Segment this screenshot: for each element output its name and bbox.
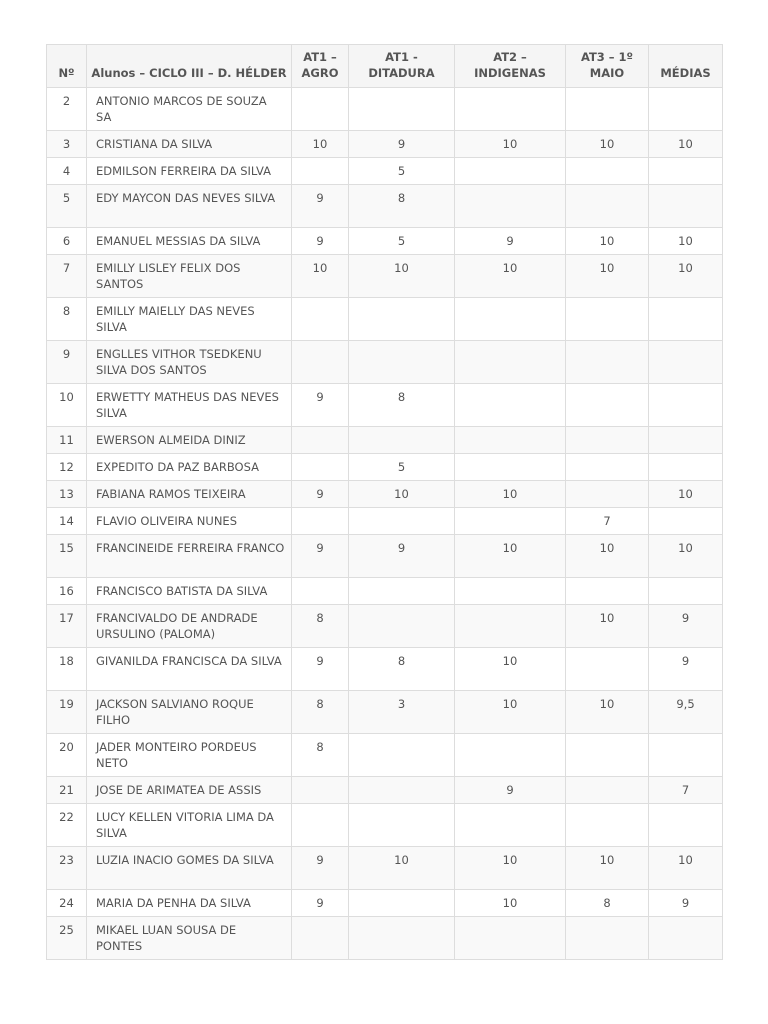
cell-at1-agro: 9 bbox=[292, 384, 349, 427]
cell-at3-1-maio bbox=[566, 185, 649, 228]
cell-at2-indigenas bbox=[455, 384, 566, 427]
cell-at2-indigenas bbox=[455, 185, 566, 228]
cell-media bbox=[649, 185, 723, 228]
cell-at1-agro: 9 bbox=[292, 185, 349, 228]
cell-number: 17 bbox=[47, 605, 87, 648]
cell-at1-agro bbox=[292, 88, 349, 131]
grades-table-container bbox=[46, 44, 722, 960]
cell-student-name: JACKSON SALVIANO ROQUE FILHO bbox=[87, 691, 292, 734]
cell-student-name: GIVANILDA FRANCISCA DA SILVA bbox=[87, 648, 292, 691]
cell-number: 21 bbox=[47, 777, 87, 804]
cell-student-name: FABIANA RAMOS TEIXEIRA bbox=[87, 481, 292, 508]
cell-at1-ditadura bbox=[349, 804, 455, 847]
table-row bbox=[47, 578, 723, 605]
table-row bbox=[47, 777, 723, 804]
cell-at3-1-maio: 10 bbox=[566, 255, 649, 298]
cell-at2-indigenas bbox=[455, 804, 566, 847]
cell-at1-agro: 9 bbox=[292, 890, 349, 917]
cell-at1-agro bbox=[292, 804, 349, 847]
table-row bbox=[47, 341, 723, 384]
cell-at1-agro bbox=[292, 917, 349, 960]
cell-media: 9,5 bbox=[649, 691, 723, 734]
table-row bbox=[47, 890, 723, 917]
cell-at3-1-maio bbox=[566, 427, 649, 454]
cell-student-name: FRANCIVALDO DE ANDRADE URSULINO (PALOMA) bbox=[87, 605, 292, 648]
cell-at2-indigenas bbox=[455, 508, 566, 535]
cell-at1-ditadura bbox=[349, 890, 455, 917]
cell-at3-1-maio bbox=[566, 384, 649, 427]
cell-at1-agro: 9 bbox=[292, 481, 349, 508]
table-row bbox=[47, 131, 723, 158]
cell-media bbox=[649, 917, 723, 960]
cell-at1-agro: 9 bbox=[292, 847, 349, 890]
cell-student-name: FLAVIO OLIVEIRA NUNES bbox=[87, 508, 292, 535]
cell-student-name: ERWETTY MATHEUS DAS NEVES SILVA bbox=[87, 384, 292, 427]
cell-at3-1-maio: 8 bbox=[566, 890, 649, 917]
cell-at1-agro: 8 bbox=[292, 605, 349, 648]
cell-at1-ditadura: 8 bbox=[349, 648, 455, 691]
cell-at1-agro bbox=[292, 777, 349, 804]
cell-at3-1-maio bbox=[566, 158, 649, 185]
cell-number: 14 bbox=[47, 508, 87, 535]
cell-number: 15 bbox=[47, 535, 87, 578]
cell-student-name: EMANUEL MESSIAS DA SILVA bbox=[87, 228, 292, 255]
cell-at3-1-maio bbox=[566, 88, 649, 131]
cell-at1-ditadura bbox=[349, 578, 455, 605]
header-medias: MÉDIAS bbox=[649, 45, 723, 88]
cell-number: 2 bbox=[47, 88, 87, 131]
cell-at1-ditadura: 5 bbox=[349, 228, 455, 255]
cell-at2-indigenas: 10 bbox=[455, 535, 566, 578]
cell-at3-1-maio: 10 bbox=[566, 535, 649, 578]
cell-at3-1-maio: 10 bbox=[566, 605, 649, 648]
cell-number: 11 bbox=[47, 427, 87, 454]
cell-at3-1-maio bbox=[566, 341, 649, 384]
cell-at2-indigenas bbox=[455, 578, 566, 605]
cell-at1-agro bbox=[292, 158, 349, 185]
cell-at3-1-maio: 10 bbox=[566, 847, 649, 890]
table-row bbox=[47, 535, 723, 578]
cell-at3-1-maio: 10 bbox=[566, 691, 649, 734]
header-number: Nº bbox=[47, 45, 87, 88]
table-row bbox=[47, 508, 723, 535]
cell-at1-agro: 8 bbox=[292, 691, 349, 734]
table-row bbox=[47, 454, 723, 481]
table-row bbox=[47, 228, 723, 255]
cell-student-name: LUZIA INACIO GOMES DA SILVA bbox=[87, 847, 292, 890]
cell-student-name: EDY MAYCON DAS NEVES SILVA bbox=[87, 185, 292, 228]
cell-at2-indigenas bbox=[455, 341, 566, 384]
cell-at2-indigenas: 9 bbox=[455, 777, 566, 804]
cell-media: 10 bbox=[649, 255, 723, 298]
cell-number: 9 bbox=[47, 341, 87, 384]
cell-number: 3 bbox=[47, 131, 87, 158]
cell-at1-ditadura bbox=[349, 734, 455, 777]
header-at1-ditadura: AT1 - DITADURA bbox=[349, 45, 455, 88]
cell-at1-agro: 9 bbox=[292, 648, 349, 691]
cell-at1-ditadura: 10 bbox=[349, 255, 455, 298]
cell-media bbox=[649, 804, 723, 847]
cell-media bbox=[649, 454, 723, 481]
cell-at3-1-maio bbox=[566, 917, 649, 960]
cell-number: 18 bbox=[47, 648, 87, 691]
cell-number: 22 bbox=[47, 804, 87, 847]
cell-student-name: JOSE DE ARIMATEA DE ASSIS bbox=[87, 777, 292, 804]
cell-at1-ditadura: 10 bbox=[349, 847, 455, 890]
cell-at1-ditadura: 10 bbox=[349, 481, 455, 508]
header-at1-agro: AT1 – AGRO bbox=[292, 45, 349, 88]
cell-at3-1-maio bbox=[566, 578, 649, 605]
cell-at1-ditadura: 9 bbox=[349, 535, 455, 578]
cell-media bbox=[649, 508, 723, 535]
header-students: Alunos – CICLO III – D. HÉLDER bbox=[87, 45, 292, 88]
cell-number: 12 bbox=[47, 454, 87, 481]
cell-student-name: ENGLLES VITHOR TSEDKENU SILVA DOS SANTOS bbox=[87, 341, 292, 384]
cell-at1-agro: 9 bbox=[292, 228, 349, 255]
table-row bbox=[47, 481, 723, 508]
cell-at3-1-maio bbox=[566, 454, 649, 481]
cell-media bbox=[649, 578, 723, 605]
cell-number: 24 bbox=[47, 890, 87, 917]
cell-at1-ditadura bbox=[349, 88, 455, 131]
cell-at1-agro: 8 bbox=[292, 734, 349, 777]
cell-at2-indigenas: 9 bbox=[455, 228, 566, 255]
cell-at1-agro bbox=[292, 578, 349, 605]
cell-number: 7 bbox=[47, 255, 87, 298]
cell-at1-agro bbox=[292, 454, 349, 481]
cell-number: 19 bbox=[47, 691, 87, 734]
cell-at2-indigenas bbox=[455, 605, 566, 648]
cell-at3-1-maio: 7 bbox=[566, 508, 649, 535]
cell-student-name: EWERSON ALMEIDA DINIZ bbox=[87, 427, 292, 454]
cell-student-name: EXPEDITO DA PAZ BARBOSA bbox=[87, 454, 292, 481]
cell-at1-ditadura bbox=[349, 777, 455, 804]
cell-at3-1-maio bbox=[566, 481, 649, 508]
cell-student-name: EMILLY MAIELLY DAS NEVES SILVA bbox=[87, 298, 292, 341]
cell-media: 10 bbox=[649, 228, 723, 255]
table-row bbox=[47, 255, 723, 298]
cell-media bbox=[649, 427, 723, 454]
cell-at1-agro: 10 bbox=[292, 255, 349, 298]
table-row bbox=[47, 847, 723, 890]
cell-media: 10 bbox=[649, 535, 723, 578]
cell-student-name: CRISTIANA DA SILVA bbox=[87, 131, 292, 158]
cell-media: 9 bbox=[649, 605, 723, 648]
cell-at1-ditadura: 5 bbox=[349, 454, 455, 481]
cell-number: 10 bbox=[47, 384, 87, 427]
cell-at3-1-maio bbox=[566, 734, 649, 777]
table-row bbox=[47, 648, 723, 691]
cell-at2-indigenas: 10 bbox=[455, 691, 566, 734]
cell-student-name: ANTONIO MARCOS DE SOUZA SA bbox=[87, 88, 292, 131]
cell-at2-indigenas bbox=[455, 427, 566, 454]
cell-at2-indigenas bbox=[455, 734, 566, 777]
cell-media bbox=[649, 158, 723, 185]
cell-at3-1-maio: 10 bbox=[566, 228, 649, 255]
cell-media bbox=[649, 384, 723, 427]
cell-at1-ditadura: 8 bbox=[349, 185, 455, 228]
table-row bbox=[47, 384, 723, 427]
cell-student-name: LUCY KELLEN VITORIA LIMA DA SILVA bbox=[87, 804, 292, 847]
header-row bbox=[47, 45, 723, 88]
table-row bbox=[47, 804, 723, 847]
cell-media bbox=[649, 88, 723, 131]
cell-student-name: EDMILSON FERREIRA DA SILVA bbox=[87, 158, 292, 185]
table-row bbox=[47, 691, 723, 734]
cell-at3-1-maio bbox=[566, 804, 649, 847]
cell-number: 8 bbox=[47, 298, 87, 341]
cell-media bbox=[649, 734, 723, 777]
cell-at1-agro: 9 bbox=[292, 535, 349, 578]
cell-at3-1-maio: 10 bbox=[566, 131, 649, 158]
cell-student-name: EMILLY LISLEY FELIX DOS SANTOS bbox=[87, 255, 292, 298]
cell-at3-1-maio bbox=[566, 648, 649, 691]
cell-media: 9 bbox=[649, 890, 723, 917]
cell-media bbox=[649, 298, 723, 341]
cell-number: 5 bbox=[47, 185, 87, 228]
cell-number: 13 bbox=[47, 481, 87, 508]
cell-at2-indigenas: 10 bbox=[455, 890, 566, 917]
cell-media: 10 bbox=[649, 847, 723, 890]
cell-at2-indigenas bbox=[455, 917, 566, 960]
table-row bbox=[47, 88, 723, 131]
cell-at1-agro bbox=[292, 427, 349, 454]
cell-number: 25 bbox=[47, 917, 87, 960]
cell-at1-ditadura: 3 bbox=[349, 691, 455, 734]
cell-at2-indigenas: 10 bbox=[455, 847, 566, 890]
cell-at1-agro bbox=[292, 341, 349, 384]
cell-number: 20 bbox=[47, 734, 87, 777]
cell-at1-agro: 10 bbox=[292, 131, 349, 158]
cell-at1-ditadura bbox=[349, 298, 455, 341]
cell-student-name: MARIA DA PENHA DA SILVA bbox=[87, 890, 292, 917]
table-row bbox=[47, 298, 723, 341]
cell-media: 9 bbox=[649, 648, 723, 691]
cell-student-name: FRANCINEIDE FERREIRA FRANCO bbox=[87, 535, 292, 578]
cell-at2-indigenas bbox=[455, 158, 566, 185]
cell-at1-agro bbox=[292, 508, 349, 535]
cell-at2-indigenas: 10 bbox=[455, 255, 566, 298]
grades-table bbox=[46, 44, 723, 960]
cell-media: 10 bbox=[649, 131, 723, 158]
cell-number: 6 bbox=[47, 228, 87, 255]
cell-at1-ditadura bbox=[349, 508, 455, 535]
cell-media: 10 bbox=[649, 481, 723, 508]
cell-at3-1-maio bbox=[566, 298, 649, 341]
table-row bbox=[47, 427, 723, 454]
cell-at2-indigenas: 10 bbox=[455, 131, 566, 158]
header-at2-indigenas: AT2 – INDIGENAS bbox=[455, 45, 566, 88]
table-row bbox=[47, 185, 723, 228]
cell-media bbox=[649, 341, 723, 384]
cell-at3-1-maio bbox=[566, 777, 649, 804]
table-row bbox=[47, 158, 723, 185]
cell-at1-ditadura: 9 bbox=[349, 131, 455, 158]
cell-number: 4 bbox=[47, 158, 87, 185]
cell-at2-indigenas: 10 bbox=[455, 648, 566, 691]
cell-at1-ditadura: 5 bbox=[349, 158, 455, 185]
table-row bbox=[47, 605, 723, 648]
table-row bbox=[47, 917, 723, 960]
header-at3-1-maio: AT3 – 1º MAIO bbox=[566, 45, 649, 88]
cell-number: 16 bbox=[47, 578, 87, 605]
cell-at2-indigenas bbox=[455, 454, 566, 481]
cell-number: 23 bbox=[47, 847, 87, 890]
cell-at1-ditadura bbox=[349, 341, 455, 384]
cell-at1-ditadura bbox=[349, 427, 455, 454]
cell-student-name: JADER MONTEIRO PORDEUS NETO bbox=[87, 734, 292, 777]
cell-at2-indigenas bbox=[455, 88, 566, 131]
cell-at1-ditadura bbox=[349, 917, 455, 960]
cell-at2-indigenas bbox=[455, 298, 566, 341]
cell-at2-indigenas: 10 bbox=[455, 481, 566, 508]
cell-at1-agro bbox=[292, 298, 349, 341]
cell-student-name: FRANCISCO BATISTA DA SILVA bbox=[87, 578, 292, 605]
table-row bbox=[47, 734, 723, 777]
cell-media: 7 bbox=[649, 777, 723, 804]
cell-student-name: MIKAEL LUAN SOUSA DE PONTES bbox=[87, 917, 292, 960]
cell-at1-ditadura: 8 bbox=[349, 384, 455, 427]
cell-at1-ditadura bbox=[349, 605, 455, 648]
